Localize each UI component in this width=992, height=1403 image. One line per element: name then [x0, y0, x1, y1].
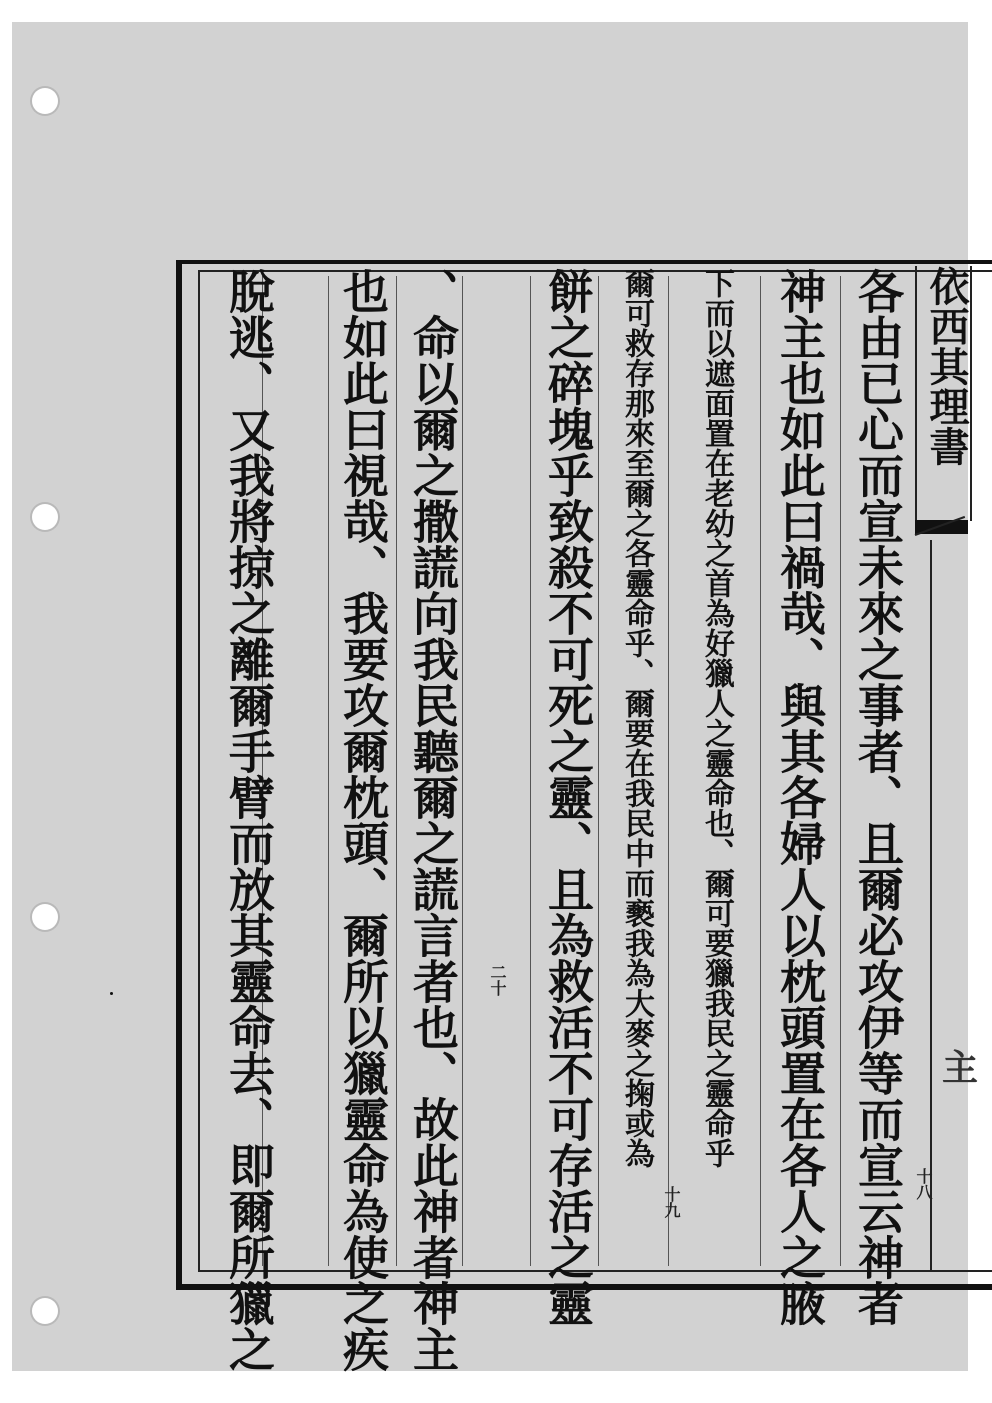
margin-line: [930, 540, 932, 1270]
text-column-3: 下而以遮面置在老幼之首為好獵人之靈命也、爾可要獵我民之靈命乎: [699, 268, 734, 1168]
punch-hole: [32, 504, 58, 530]
punch-hole: [32, 1298, 58, 1324]
header-title: 依西其理書: [915, 266, 972, 521]
column-rule: [840, 276, 841, 1266]
text-column-4: 爾可救存那來至爾之各靈命乎、爾要在我民中而褻我為大麥之掬或為: [619, 268, 654, 1168]
text-column-6: 、命以爾之撒謊向我民聽爾之謊言者也、故此神者神主: [406, 268, 460, 1372]
verse-marker-20: 二十: [488, 964, 507, 996]
text-column-7: 也如此曰視哉、我要攻爾枕頭、爾所以獵靈命為使之疾: [336, 268, 390, 1372]
punch-hole: [32, 904, 58, 930]
column-rule: [462, 276, 463, 1266]
text-column-8: 脫逃、又我將掠之離爾手臂而放其靈命去、即爾所獵之: [222, 268, 276, 1372]
margin-mark: 主: [942, 1047, 979, 1089]
verse-marker-19: 十九: [662, 1186, 681, 1218]
column-rule: [328, 276, 329, 1266]
column-rule: [760, 276, 761, 1266]
ink-speck: [110, 992, 113, 995]
column-rule: [530, 276, 531, 1266]
column-rule: [396, 276, 397, 1266]
column-rule: [668, 276, 669, 1266]
verse-marker-18: 十八: [914, 1168, 933, 1200]
text-column-5: 餅之碎塊乎致殺不可死之靈、且為救活不可存活之靈: [541, 268, 595, 1326]
text-column-2: 神主也如此曰禍哉、與其各婦人以枕頭置在各人之腋: [773, 268, 827, 1326]
column-rule: [598, 276, 599, 1266]
text-column-1: 各由已心而宣未來之事者、且爾必攻伊等而宣云神者: [851, 268, 905, 1326]
punch-hole: [32, 88, 58, 114]
